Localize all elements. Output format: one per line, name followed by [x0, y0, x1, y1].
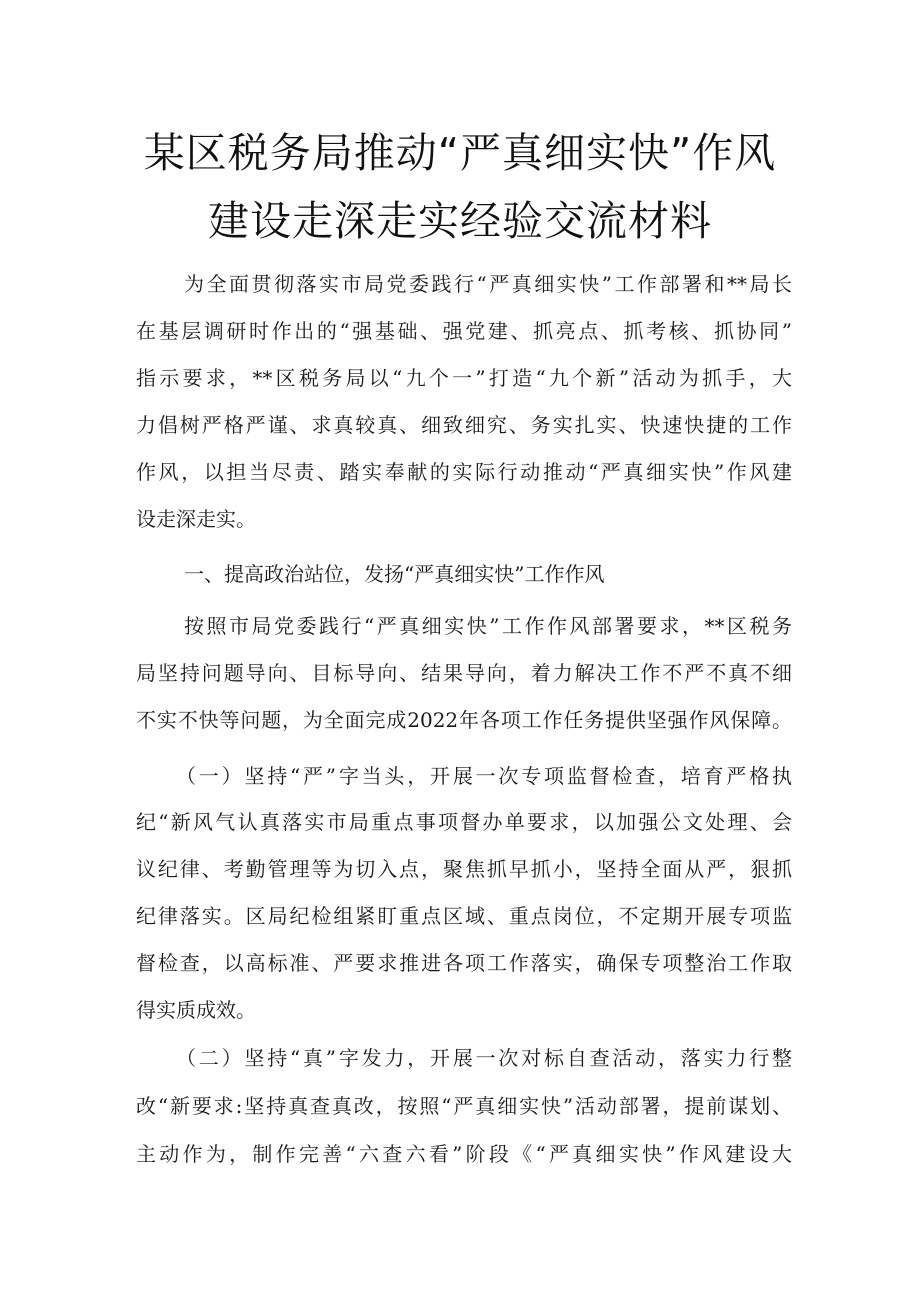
- document-title-line-2: 建设走深走实经验交流材料: [208, 197, 712, 245]
- paragraph-line: 设走深走实。: [136, 507, 256, 531]
- paragraph-line: 指示要求，**区税务局以“九个一”打造“九个新”活动为抓手，大: [136, 366, 792, 390]
- section-heading-text: 一、提高政治站位，发扬“严真细实快”工作作风: [184, 562, 605, 586]
- paragraph-line: 不实不快等问题，为全面完成2022年各项工作任务提供坚强作风保障。: [136, 708, 792, 732]
- paragraph-line: 得实质成效。: [136, 998, 256, 1022]
- paragraph-line: 督检查，以高标准、严要求推进各项工作落实，确保专项整治工作取: [136, 951, 792, 975]
- paragraph-line: 改“新要求:坚持真查真改，按照“严真细实快”活动部署，提前谋划、: [136, 1094, 792, 1118]
- paragraph-line: 主动作为，制作完善“六查六看”阶段《“严真细实快”作风建设大: [136, 1142, 792, 1166]
- paragraph-line: 议纪律、考勤管理等为切入点，聚焦抓早抓小，坚持全面从严，狠抓: [136, 857, 792, 881]
- paragraph-line: 作风，以担当尽责、踏实奉献的实际行动推动“严真细实快”作风建: [136, 460, 792, 484]
- paragraph-line: 纪律落实。区局纪检组紧盯重点区域、重点岗位，不定期开展专项监: [136, 904, 792, 928]
- paragraph-line: 在基层调研时作出的“强基础、强党建、抓亮点、抓考核、抓协同”: [136, 319, 792, 343]
- paragraph-line: （一）坚持“严”字当头，开展一次专项监督检查，培育严格执: [176, 764, 792, 788]
- paragraph-line: 力倡树严格严谨、求真较真、细致细究、务实扎实、快速快捷的工作: [136, 413, 792, 437]
- paragraph-line: 局坚持问题导向、目标导向、结果导向，着力解决工作不严不真不细: [136, 661, 792, 685]
- paragraph-line: 按照市局党委践行“严真细实快”工作作风部署要求，**区税务: [184, 614, 792, 638]
- document-title-line-1: 某区税务局推动“严真细实快”作风: [143, 129, 777, 177]
- paragraph-line: 纪“新风气认真落实市局重点事项督办单要求，以加强公文处理、会: [136, 810, 792, 834]
- paragraph-line: （二）坚持“真”字发力，开展一次对标自查活动，落实力行整: [176, 1046, 792, 1070]
- paragraph-line: 为全面贯彻落实市局党委践行“严真细实快”工作部署和**局长: [184, 272, 792, 296]
